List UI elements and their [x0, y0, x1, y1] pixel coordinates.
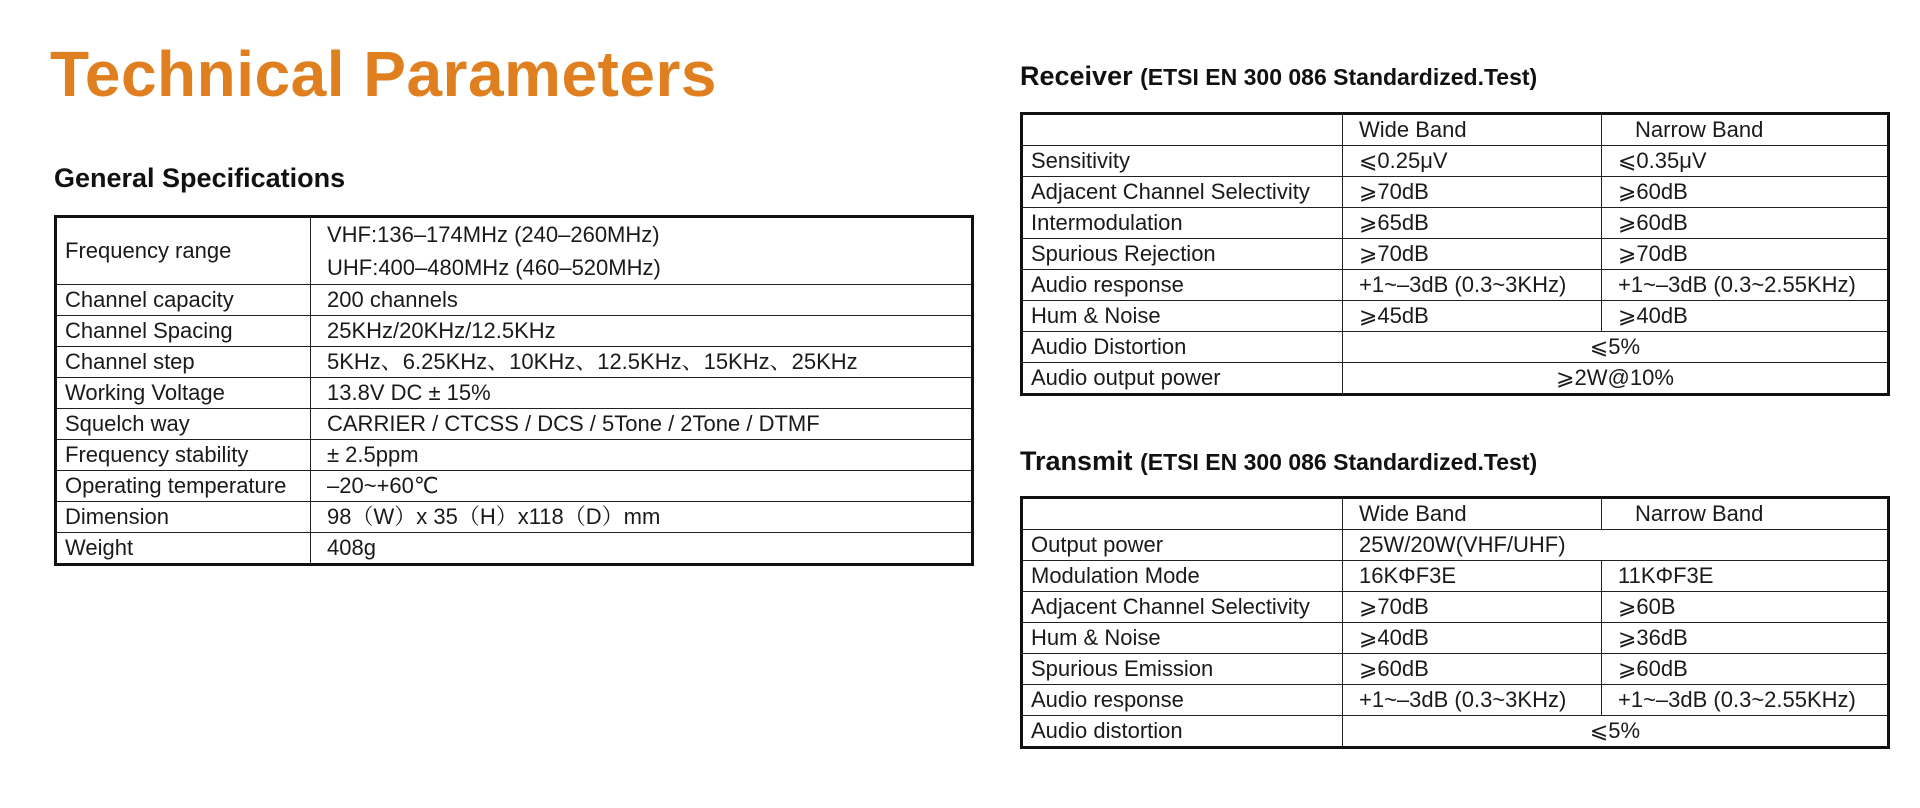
table-row: [1022, 623, 1889, 654]
table-header-row: [1022, 498, 1889, 530]
column-header-narrow-band: Narrow Band: [1602, 114, 1889, 146]
both-bands-value: ⩽5%: [1343, 332, 1889, 363]
param-label: Hum & Noise: [1022, 623, 1343, 654]
wide-band-value: +1~–3dB (0.3~3KHz): [1343, 685, 1602, 716]
column-header-wide-band: Wide Band: [1343, 114, 1602, 146]
narrow-band-value: ⩾60B: [1602, 592, 1889, 623]
transmit-heading-standard: (ETSI EN 300 086 Standardized.Test): [1140, 449, 1538, 475]
column-header: [1022, 498, 1343, 530]
wide-band-value: ⩾45dB: [1343, 301, 1602, 332]
receiver-heading: [1020, 61, 1537, 92]
general-specs-heading: General Specifications: [54, 163, 346, 193]
narrow-band-value: ⩾60dB: [1602, 208, 1889, 239]
column-header: [1022, 114, 1343, 146]
transmit-heading-main: Transmit: [1020, 446, 1133, 476]
narrow-band-value: ⩽0.35μV: [1602, 146, 1889, 177]
transmit-table: [1020, 496, 1890, 749]
spec-value: 13.8V DC ± 15%: [311, 378, 973, 409]
wide-band-value: ⩽0.25μV: [1343, 146, 1602, 177]
receiver-heading-main: Receiver: [1020, 61, 1133, 91]
spec-value: 200 channels: [311, 285, 973, 316]
both-bands-value: ⩽5%: [1343, 716, 1889, 748]
table-row: [1022, 239, 1889, 270]
column-header-wide-band: Wide Band: [1343, 498, 1602, 530]
param-label: Audio output power: [1022, 363, 1343, 395]
spec-value-line: UHF:400–480MHz (460–520MHz): [327, 255, 661, 280]
table-row: [1022, 146, 1889, 177]
wide-band-value: ⩾70dB: [1343, 592, 1602, 623]
param-label: Sensitivity: [1022, 146, 1343, 177]
table-row: [1022, 208, 1889, 239]
wide-band-value: ⩾60dB: [1343, 654, 1602, 685]
wide-band-value: ⩾40dB: [1343, 623, 1602, 654]
param-label: Adjacent Channel Selectivity: [1022, 592, 1343, 623]
narrow-band-value: ⩾60dB: [1602, 177, 1889, 208]
table-row: [1022, 561, 1889, 592]
param-label: Output power: [1022, 530, 1343, 561]
table-row: [1022, 716, 1889, 748]
receiver-table: [1020, 112, 1890, 396]
wide-band-value: +1~–3dB (0.3~3KHz): [1343, 270, 1602, 301]
spec-label: Channel Spacing: [56, 316, 311, 347]
spec-value: 25KHz/20KHz/12.5KHz: [311, 316, 973, 347]
spec-label: Operating temperature: [56, 471, 311, 502]
spec-value: 5KHz、6.25KHz、10KHz、12.5KHz、15KHz、25KHz: [311, 347, 973, 378]
spec-label: Squelch way: [56, 409, 311, 440]
spec-label: Frequency stability: [56, 440, 311, 471]
spec-label: Frequency range: [56, 217, 311, 285]
table-row: [1022, 654, 1889, 685]
table-row: [56, 378, 973, 409]
receiver-heading-standard: (ETSI EN 300 086 Standardized.Test): [1140, 64, 1538, 90]
spec-label: Dimension: [56, 502, 311, 533]
table-row: [1022, 177, 1889, 208]
output-power-value: 25W/20W(VHF/UHF): [1343, 530, 1889, 561]
param-label: Intermodulation: [1022, 208, 1343, 239]
spec-label: Working Voltage: [56, 378, 311, 409]
spec-value: 408g: [311, 533, 973, 565]
table-row: [1022, 530, 1889, 561]
narrow-band-value: ⩾60dB: [1602, 654, 1889, 685]
spec-value: –20~+60℃: [311, 471, 973, 502]
table-row: [56, 347, 973, 378]
narrow-band-value: ⩾70dB: [1602, 239, 1889, 270]
param-label: Modulation Mode: [1022, 561, 1343, 592]
table-row: [1022, 301, 1889, 332]
param-label: Hum & Noise: [1022, 301, 1343, 332]
param-label: Audio response: [1022, 270, 1343, 301]
table-row: [1022, 363, 1889, 395]
table-row: [1022, 685, 1889, 716]
narrow-band-value: ⩾36dB: [1602, 623, 1889, 654]
table-row: [56, 316, 973, 347]
table-row: [56, 471, 973, 502]
column-header-narrow-band: Narrow Band: [1602, 498, 1889, 530]
param-label: Spurious Emission: [1022, 654, 1343, 685]
table-row: [1022, 270, 1889, 301]
spec-label: Channel step: [56, 347, 311, 378]
wide-band-value: ⩾70dB: [1343, 177, 1602, 208]
param-label: Adjacent Channel Selectivity: [1022, 177, 1343, 208]
narrow-band-value: ⩾40dB: [1602, 301, 1889, 332]
transmit-heading: [1020, 446, 1537, 477]
spec-value: CARRIER / CTCSS / DCS / 5Tone / 2Tone / DTMF: [311, 409, 973, 440]
spec-value-line: VHF:136–174MHz (240–260MHz): [327, 222, 660, 247]
table-header-row: [1022, 114, 1889, 146]
table-row: [56, 440, 973, 471]
table-row: [56, 502, 973, 533]
general-specs-table: [54, 215, 974, 566]
narrow-band-value: +1~–3dB (0.3~2.55KHz): [1602, 685, 1889, 716]
param-label: Audio distortion: [1022, 716, 1343, 748]
table-row: [56, 533, 973, 565]
table-row: [56, 285, 973, 316]
wide-band-value: ⩾65dB: [1343, 208, 1602, 239]
table-row: [56, 217, 973, 285]
wide-band-value: ⩾70dB: [1343, 239, 1602, 270]
table-row: [1022, 592, 1889, 623]
page-title: Technical Parameters: [50, 38, 717, 110]
param-label: Audio Distortion: [1022, 332, 1343, 363]
table-row: [56, 409, 973, 440]
narrow-band-value: 11KΦF3E: [1602, 561, 1889, 592]
table-row: [1022, 332, 1889, 363]
spec-label: Channel capacity: [56, 285, 311, 316]
param-label: Spurious Rejection: [1022, 239, 1343, 270]
spec-value: ± 2.5ppm: [311, 440, 973, 471]
narrow-band-value: +1~–3dB (0.3~2.55KHz): [1602, 270, 1889, 301]
spec-value: [311, 217, 973, 285]
spec-value: 98（W）x 35（H）x118（D）mm: [311, 502, 973, 533]
both-bands-value: ⩾2W@10%: [1343, 363, 1889, 395]
param-label: Audio response: [1022, 685, 1343, 716]
spec-label: Weight: [56, 533, 311, 565]
wide-band-value: 16KΦF3E: [1343, 561, 1602, 592]
